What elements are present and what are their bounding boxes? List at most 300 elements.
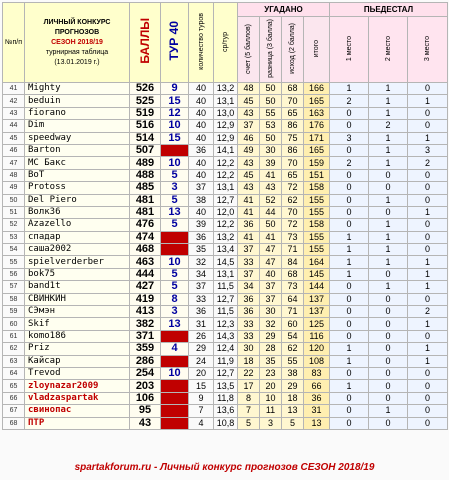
row-number: 55 — [3, 256, 25, 268]
tours-count-cell: 9 — [189, 392, 214, 404]
points-cell: 413 — [130, 306, 161, 318]
total-guessed-cell: 116 — [304, 330, 330, 342]
total-guessed-cell: 165 — [304, 95, 330, 107]
place-3-cell: 0 — [408, 417, 448, 429]
place-1-cell: 0 — [330, 281, 369, 293]
avg-cell: 13,6 — [214, 405, 238, 417]
place-3-cell: 0 — [408, 182, 448, 194]
total-guessed-cell: 155 — [304, 206, 330, 218]
table-row — [3, 417, 448, 429]
row-number: 44 — [3, 120, 25, 132]
player-name: beduin — [25, 95, 130, 107]
player-name: Mighty — [25, 83, 130, 95]
table-row — [3, 367, 448, 379]
place-1-cell: 3 — [330, 132, 369, 144]
score-guessed-cell: 33 — [238, 330, 260, 342]
place-1-cell: 1 — [330, 83, 369, 95]
place-2-cell: 0 — [369, 182, 408, 194]
place-3-cell: 0 — [408, 231, 448, 243]
avg-cell: 11,8 — [214, 392, 238, 404]
table-row — [3, 231, 448, 243]
total-guessed-cell: 164 — [304, 256, 330, 268]
diff-guessed-cell: 40 — [260, 268, 282, 280]
tour-cell — [161, 244, 189, 256]
place-2-cell: 0 — [369, 343, 408, 355]
place-1-cell: 0 — [330, 144, 369, 156]
avg-cell: 12,2 — [214, 219, 238, 231]
table-row — [3, 157, 448, 169]
player-name: Protoss — [25, 182, 130, 194]
row-number: 50 — [3, 194, 25, 206]
tours-count-cell: 7 — [189, 405, 214, 417]
avg-cell: 12,9 — [214, 120, 238, 132]
place-1-cell: 1 — [330, 343, 369, 355]
score-guessed-cell: 37 — [238, 268, 260, 280]
total-guessed-cell: 108 — [304, 355, 330, 367]
diff-guessed-cell: 10 — [260, 392, 282, 404]
place-3-cell: 0 — [408, 380, 448, 392]
row-number: 58 — [3, 293, 25, 305]
standings-table — [2, 2, 448, 430]
score-guessed-cell: 17 — [238, 380, 260, 392]
tour-cell: 3 — [161, 182, 189, 194]
points-cell: 254 — [130, 367, 161, 379]
table-row — [3, 83, 448, 95]
score-guessed-cell: 7 — [238, 405, 260, 417]
total-guessed-cell: 155 — [304, 244, 330, 256]
place-1-cell: 1 — [330, 380, 369, 392]
tour-cell: 9 — [161, 83, 189, 95]
diff-guessed-cell: 32 — [260, 318, 282, 330]
tours-count-cell: 36 — [189, 306, 214, 318]
place-2-cell: 0 — [369, 392, 408, 404]
diff-guessed-cell: 11 — [260, 405, 282, 417]
table-row — [3, 169, 448, 181]
score-guessed-cell: 30 — [238, 343, 260, 355]
points-cell: 514 — [130, 132, 161, 144]
place-1-cell: 1 — [330, 231, 369, 243]
place-2-cell: 1 — [369, 405, 408, 417]
row-number: 56 — [3, 268, 25, 280]
score-guessed-cell: 41 — [238, 194, 260, 206]
player-name: vladzaspartak — [25, 392, 130, 404]
total-guessed-cell: 137 — [304, 293, 330, 305]
avg-cell: 13,1 — [214, 95, 238, 107]
player-name: speedway — [25, 132, 130, 144]
total-guessed-cell: 125 — [304, 318, 330, 330]
place-1-cell: 0 — [330, 417, 369, 429]
avg-cell: 13,2 — [214, 231, 238, 243]
place-3-cell: 1 — [408, 206, 448, 218]
tours-count-cell: 40 — [189, 132, 214, 144]
score-guessed-cell: 34 — [238, 281, 260, 293]
avg-cell: 12,9 — [214, 132, 238, 144]
player-name: СВИНКИН — [25, 293, 130, 305]
place-2-cell: 0 — [369, 206, 408, 218]
place-1-cell: 0 — [330, 293, 369, 305]
points-cell: 489 — [130, 157, 161, 169]
table-title — [25, 3, 130, 83]
col-header-avg: ср/тур — [214, 3, 238, 83]
col-header-score: счет (5 баллов) — [238, 17, 260, 83]
place-2-cell: 1 — [369, 256, 408, 268]
outcome-guessed-cell: 54 — [282, 330, 304, 342]
place-3-cell: 2 — [408, 157, 448, 169]
outcome-guessed-cell: 86 — [282, 120, 304, 132]
tour-cell — [161, 405, 189, 417]
tours-count-cell: 40 — [189, 107, 214, 119]
place-3-cell: 0 — [408, 244, 448, 256]
col-header-outcome: исход (2 балла) — [282, 17, 304, 83]
outcome-guessed-cell: 72 — [282, 219, 304, 231]
place-2-cell: 1 — [369, 83, 408, 95]
group-header-pedestal: ПЬЕДЕСТАЛ — [330, 3, 448, 17]
place-3-cell: 1 — [408, 355, 448, 367]
table-row — [3, 194, 448, 206]
total-guessed-cell: 165 — [304, 144, 330, 156]
player-name: Priz — [25, 343, 130, 355]
score-guessed-cell: 49 — [238, 144, 260, 156]
place-3-cell: 1 — [408, 343, 448, 355]
col-header-2nd: 2 место — [369, 17, 408, 83]
place-3-cell: 0 — [408, 83, 448, 95]
outcome-guessed-cell: 84 — [282, 256, 304, 268]
total-guessed-cell: 158 — [304, 219, 330, 231]
tour-cell: 5 — [161, 194, 189, 206]
date-label: (13.01.2019 г.) — [54, 58, 100, 66]
score-guessed-cell: 46 — [238, 132, 260, 144]
col-header-diff: разница (3 балла) — [260, 17, 282, 83]
diff-guessed-cell: 30 — [260, 306, 282, 318]
points-cell: 203 — [130, 380, 161, 392]
table-row — [3, 182, 448, 194]
row-number: 52 — [3, 219, 25, 231]
tour-cell — [161, 392, 189, 404]
place-1-cell: 0 — [330, 182, 369, 194]
player-name: Barton — [25, 144, 130, 156]
points-cell: 286 — [130, 355, 161, 367]
place-2-cell: 0 — [369, 318, 408, 330]
score-guessed-cell: 43 — [238, 107, 260, 119]
table-row — [3, 293, 448, 305]
avg-cell: 13,4 — [214, 244, 238, 256]
outcome-guessed-cell: 75 — [282, 132, 304, 144]
outcome-guessed-cell: 86 — [282, 144, 304, 156]
tours-count-cell: 37 — [189, 182, 214, 194]
tour-cell — [161, 380, 189, 392]
place-1-cell: 1 — [330, 256, 369, 268]
tours-count-cell: 38 — [189, 194, 214, 206]
place-1-cell: 0 — [330, 306, 369, 318]
avg-cell: 12,7 — [214, 194, 238, 206]
outcome-guessed-cell: 62 — [282, 194, 304, 206]
place-3-cell: 0 — [408, 405, 448, 417]
player-name: Trevod — [25, 367, 130, 379]
score-guessed-cell: 36 — [238, 306, 260, 318]
row-number: 41 — [3, 83, 25, 95]
place-2-cell: 1 — [369, 219, 408, 231]
place-2-cell: 1 — [369, 144, 408, 156]
player-name: СЭмэн — [25, 306, 130, 318]
diff-guessed-cell: 50 — [260, 83, 282, 95]
place-1-cell: 0 — [330, 219, 369, 231]
player-name: bok75 — [25, 268, 130, 280]
diff-guessed-cell: 37 — [260, 281, 282, 293]
tour-cell: 5 — [161, 169, 189, 181]
row-number: 60 — [3, 318, 25, 330]
tours-count-cell: 36 — [189, 231, 214, 243]
score-guessed-cell: 37 — [238, 120, 260, 132]
tours-count-cell: 24 — [189, 355, 214, 367]
table-row — [3, 355, 448, 367]
avg-cell: 14,5 — [214, 256, 238, 268]
tours-count-cell: 32 — [189, 256, 214, 268]
row-number: 54 — [3, 244, 25, 256]
points-cell: 43 — [130, 417, 161, 429]
outcome-guessed-cell: 71 — [282, 306, 304, 318]
points-cell: 106 — [130, 392, 161, 404]
points-cell: 95 — [130, 405, 161, 417]
total-guessed-cell: 163 — [304, 107, 330, 119]
table-row — [3, 318, 448, 330]
table-row — [3, 343, 448, 355]
player-name: komo186 — [25, 330, 130, 342]
season-label: СЕЗОН 2018/19 — [51, 38, 103, 46]
points-cell: 382 — [130, 318, 161, 330]
place-2-cell: 1 — [369, 244, 408, 256]
tour-cell: 10 — [161, 157, 189, 169]
row-number: 51 — [3, 206, 25, 218]
player-name: свинопас — [25, 405, 130, 417]
col-header-total: итого — [304, 17, 330, 83]
score-guessed-cell: 18 — [238, 355, 260, 367]
tours-count-cell: 40 — [189, 157, 214, 169]
avg-cell: 13,0 — [214, 107, 238, 119]
player-name: Azazello — [25, 219, 130, 231]
score-guessed-cell: 22 — [238, 367, 260, 379]
row-number: 46 — [3, 144, 25, 156]
tour-cell — [161, 417, 189, 429]
diff-guessed-cell: 52 — [260, 194, 282, 206]
total-guessed-cell: 151 — [304, 169, 330, 181]
player-name: саша2002 — [25, 244, 130, 256]
outcome-guessed-cell: 64 — [282, 293, 304, 305]
total-guessed-cell: 120 — [304, 343, 330, 355]
diff-guessed-cell: 55 — [260, 107, 282, 119]
avg-cell: 11,5 — [214, 306, 238, 318]
tours-count-cell: 40 — [189, 83, 214, 95]
diff-guessed-cell: 3 — [260, 417, 282, 429]
avg-cell: 13,1 — [214, 268, 238, 280]
points-cell: 488 — [130, 169, 161, 181]
outcome-guessed-cell: 65 — [282, 107, 304, 119]
row-number: 63 — [3, 355, 25, 367]
score-guessed-cell: 45 — [238, 95, 260, 107]
player-name: zloynazar2009 — [25, 380, 130, 392]
diff-guessed-cell: 30 — [260, 144, 282, 156]
total-guessed-cell: 176 — [304, 120, 330, 132]
place-1-cell: 0 — [330, 194, 369, 206]
total-guessed-cell: 31 — [304, 405, 330, 417]
tours-count-cell: 4 — [189, 417, 214, 429]
place-3-cell: 0 — [408, 330, 448, 342]
place-1-cell: 0 — [330, 206, 369, 218]
diff-guessed-cell: 20 — [260, 380, 282, 392]
place-3-cell: 0 — [408, 169, 448, 181]
tour-cell: 4 — [161, 343, 189, 355]
table-row — [3, 380, 448, 392]
avg-cell: 12,2 — [214, 157, 238, 169]
place-2-cell: 1 — [369, 107, 408, 119]
total-guessed-cell: 36 — [304, 392, 330, 404]
place-2-cell: 0 — [369, 355, 408, 367]
points-cell: 526 — [130, 83, 161, 95]
place-2-cell: 0 — [369, 367, 408, 379]
outcome-guessed-cell: 18 — [282, 392, 304, 404]
tours-count-cell: 15 — [189, 380, 214, 392]
score-guessed-cell: 36 — [238, 219, 260, 231]
score-guessed-cell: 48 — [238, 83, 260, 95]
outcome-guessed-cell: 70 — [282, 157, 304, 169]
diff-guessed-cell: 44 — [260, 206, 282, 218]
points-cell: 427 — [130, 281, 161, 293]
points-cell: 463 — [130, 256, 161, 268]
score-guessed-cell: 43 — [238, 182, 260, 194]
avg-cell: 14,3 — [214, 330, 238, 342]
place-1-cell: 2 — [330, 157, 369, 169]
outcome-guessed-cell: 38 — [282, 367, 304, 379]
avg-cell: 10,8 — [214, 417, 238, 429]
row-number: 49 — [3, 182, 25, 194]
tour-cell — [161, 144, 189, 156]
tour-cell — [161, 330, 189, 342]
player-name: MC Бакс — [25, 157, 130, 169]
table-row — [3, 107, 448, 119]
tour-cell: 10 — [161, 256, 189, 268]
place-2-cell: 1 — [369, 231, 408, 243]
tours-count-cell: 39 — [189, 219, 214, 231]
row-number: 57 — [3, 281, 25, 293]
tours-count-cell: 40 — [189, 95, 214, 107]
player-name: Skif — [25, 318, 130, 330]
points-cell: 474 — [130, 231, 161, 243]
place-1-cell: 0 — [330, 120, 369, 132]
place-2-cell: 1 — [369, 157, 408, 169]
diff-guessed-cell: 50 — [260, 95, 282, 107]
place-3-cell: 0 — [408, 194, 448, 206]
diff-guessed-cell: 50 — [260, 219, 282, 231]
col-header-count: количество туров — [189, 3, 214, 83]
avg-cell: 13,1 — [214, 182, 238, 194]
place-2-cell: 0 — [369, 293, 408, 305]
outcome-guessed-cell: 70 — [282, 206, 304, 218]
points-cell: 444 — [130, 268, 161, 280]
tour-cell: 13 — [161, 206, 189, 218]
tour-cell: 15 — [161, 132, 189, 144]
col-header-num: №п/п — [3, 3, 25, 83]
tour-cell — [161, 231, 189, 243]
avg-cell: 11,5 — [214, 281, 238, 293]
place-2-cell: 1 — [369, 194, 408, 206]
points-cell: 485 — [130, 182, 161, 194]
player-name: Кайсар — [25, 355, 130, 367]
score-guessed-cell: 45 — [238, 169, 260, 181]
score-guessed-cell: 8 — [238, 392, 260, 404]
table-row — [3, 144, 448, 156]
points-cell: 371 — [130, 330, 161, 342]
total-guessed-cell: 66 — [304, 380, 330, 392]
footer-caption: spartakforum.ru - Личный конкурс прогнозов СЕЗОН 2018/19 — [74, 462, 375, 473]
place-2-cell: 2 — [369, 120, 408, 132]
table-row — [3, 120, 448, 132]
tours-count-cell: 29 — [189, 343, 214, 355]
tours-count-cell: 40 — [189, 120, 214, 132]
row-number: 62 — [3, 343, 25, 355]
total-guessed-cell: 158 — [304, 182, 330, 194]
avg-cell: 12,3 — [214, 318, 238, 330]
diff-guessed-cell: 37 — [260, 293, 282, 305]
outcome-guessed-cell: 68 — [282, 83, 304, 95]
col-header-3rd: 3 место — [408, 17, 448, 83]
avg-cell: 14,1 — [214, 144, 238, 156]
total-guessed-cell: 144 — [304, 281, 330, 293]
player-name: Волк36 — [25, 206, 130, 218]
avg-cell: 12,7 — [214, 293, 238, 305]
outcome-guessed-cell: 68 — [282, 268, 304, 280]
player-name: Dim — [25, 120, 130, 132]
place-2-cell: 0 — [369, 417, 408, 429]
points-cell: 419 — [130, 293, 161, 305]
tours-count-cell: 35 — [189, 244, 214, 256]
place-3-cell: 0 — [408, 293, 448, 305]
points-cell: 516 — [130, 120, 161, 132]
table-row — [3, 405, 448, 417]
tour-cell: 5 — [161, 281, 189, 293]
place-3-cell: 0 — [408, 367, 448, 379]
player-name: BoT — [25, 169, 130, 181]
score-guessed-cell: 33 — [238, 318, 260, 330]
tour-cell: 3 — [161, 306, 189, 318]
place-2-cell: 1 — [369, 95, 408, 107]
total-guessed-cell: 137 — [304, 306, 330, 318]
place-3-cell: 1 — [408, 318, 448, 330]
total-guessed-cell: 155 — [304, 231, 330, 243]
place-3-cell: 1 — [408, 256, 448, 268]
table-row — [3, 392, 448, 404]
tours-count-cell: 34 — [189, 268, 214, 280]
outcome-guessed-cell: 70 — [282, 95, 304, 107]
table-row — [3, 244, 448, 256]
outcome-guessed-cell: 29 — [282, 380, 304, 392]
tours-count-cell: 40 — [189, 206, 214, 218]
score-guessed-cell: 41 — [238, 231, 260, 243]
table-row — [3, 256, 448, 268]
outcome-guessed-cell: 73 — [282, 231, 304, 243]
col-header-points: БАЛЛЫ — [130, 3, 161, 83]
tour-cell: 10 — [161, 120, 189, 132]
tour-cell: 5 — [161, 219, 189, 231]
avg-cell: 12,7 — [214, 367, 238, 379]
diff-guessed-cell: 39 — [260, 157, 282, 169]
diff-guessed-cell: 23 — [260, 367, 282, 379]
diff-guessed-cell: 50 — [260, 132, 282, 144]
avg-cell: 12,4 — [214, 343, 238, 355]
place-2-cell: 0 — [369, 169, 408, 181]
table-row — [3, 206, 448, 218]
diff-guessed-cell: 53 — [260, 120, 282, 132]
score-guessed-cell: 41 — [238, 206, 260, 218]
avg-cell: 12,0 — [214, 206, 238, 218]
